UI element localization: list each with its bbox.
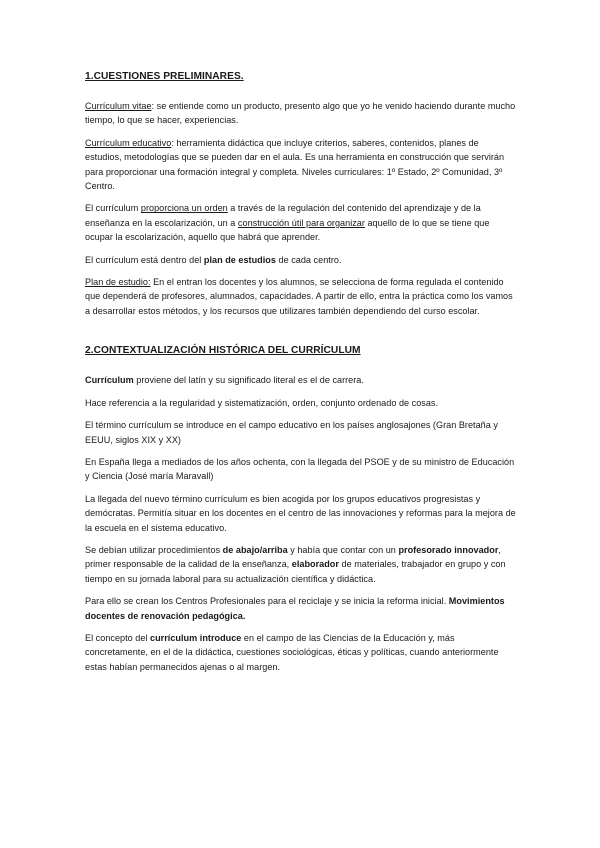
bold-text: currículum introduce: [150, 632, 242, 643]
paragraph-text: y había que contar con un: [287, 544, 399, 555]
underlined-text: proporciona un orden: [140, 203, 228, 214]
paragraph-llegada: La llegada del nuevo término currículum es bien acogida por los grupos educativos progresistas y demócratas. Permitía situar en los docentes en el centro de las innovaciones y reformas para la mejora de la escuela en el sistema educativo.: [85, 493, 516, 533]
paragraph-text: El concepto del: [85, 632, 151, 643]
paragraph-text: Se debían utilizar procedimientos: [85, 544, 223, 555]
underlined-text: construcción útil para organizar: [237, 217, 365, 228]
paragraph-text: proviene del latín y su significado literal es el de carrera.: [133, 375, 364, 386]
paragraph-curriculum-vitae: [85, 99, 516, 128]
paragraph-text: El currículum está dentro del: [85, 254, 204, 265]
term-plan-de-estudio: Plan de estudio:: [85, 277, 151, 288]
bold-text: Movimientos docentes de renovación pedagógica.: [85, 596, 505, 621]
paragraph-plan-estudios: [85, 253, 516, 267]
paragraph-text: : herramienta didáctica que incluye criterios, saberes, contenidos, planes de estudios, metodologías que se pueden dar en el aula. Es una herramienta en construcción que servirán para proporcionar una formación integral y completa. Niveles curriculares: 1º Estado, 2º Comunidad, 3º Centro.: [85, 137, 505, 192]
term-curriculum-vitae: Currículum vitae: [85, 101, 152, 111]
section-title-2: 2.CONTEXTUALIZACIÓN HISTÓRICA DEL CURRÍCULUM: [85, 345, 361, 357]
paragraph-text: En el entran los docentes y los alumnos, se selecciona de forma regulada el contenido que dependerá de profesores, alumnados, capacidades. A partir de ello, entra la práctica como los vamos a desarrollar estos métodos, y los recursos que utilizares también dependiendo del curso escolar.: [85, 277, 513, 316]
section-title-1: 1.CUESTIONES PRELIMINARES.: [85, 71, 244, 82]
paragraph-text: aquello de lo que se tiene que ocupar la escolarización, aquello que habrá que aprender.: [85, 217, 490, 243]
paragraph-espana: En España llega a mediados de los años ochenta, con la llegada del PSOE y de su ministro de Educación y Ciencia (José maría Maravall): [85, 456, 515, 482]
paragraph-text: a través de la regulación del contenido del aprendizaje y de la enseñanza en la escolarización, un a: [85, 203, 481, 228]
paragraph-origen: [85, 373, 516, 387]
paragraph-text: de materiales, trabajador en grupo y con tiempo en su jornada laboral para su actualización científica y didáctica.: [85, 559, 506, 584]
paragraph-plan-de-estudio: [85, 275, 516, 318]
paragraph-introduccion: El término currículum se introduce en el campo educativo en los países anglosajones (Gran Bretaña y EEUU, siglos XIX y XX): [85, 420, 498, 445]
paragraph-curriculum-educativo: [85, 136, 516, 194]
paragraph-concepto: [85, 631, 516, 674]
bold-text: de abajo/arriba: [222, 544, 288, 555]
paragraph-orden: [85, 201, 516, 244]
term-curriculum-educativo: Currículum educativo: [85, 137, 172, 148]
paragraph-text: Para ello se crean los Centros Profesionales para el reciclaje y se inicia la reforma inicial.: [85, 596, 449, 607]
paragraph-text: de cada centro.: [275, 254, 342, 265]
paragraph-text: , primer responsable de la calidad de la enseñanza,: [85, 544, 501, 570]
paragraph-procedimientos: [85, 543, 516, 586]
bold-text: plan de estudios: [203, 254, 276, 265]
bold-text: elaborador: [291, 559, 339, 570]
bold-text: profesorado innovador: [398, 544, 499, 555]
paragraph-centros: [85, 594, 516, 623]
paragraph-text: en el campo de las Ciencias de la Educación y, más concretamente, en el de la didáctica, cuestiones sociológicas, éticas y políticas, cuando anteriormente estas habían permanecidos ajenas o al margen.: [85, 632, 499, 672]
paragraph-text: El currículum: [85, 203, 141, 214]
bold-text: Currículum: [85, 375, 134, 386]
paragraph-text: : se entiende como un producto, presento algo que yo he venido haciendo durante mucho tiempo, lo que se hacer, experiencias.: [85, 101, 516, 126]
paragraph-referencia: Hace referencia a la regularidad y sistematización, orden, conjunto ordenado de cosas.: [85, 397, 439, 408]
